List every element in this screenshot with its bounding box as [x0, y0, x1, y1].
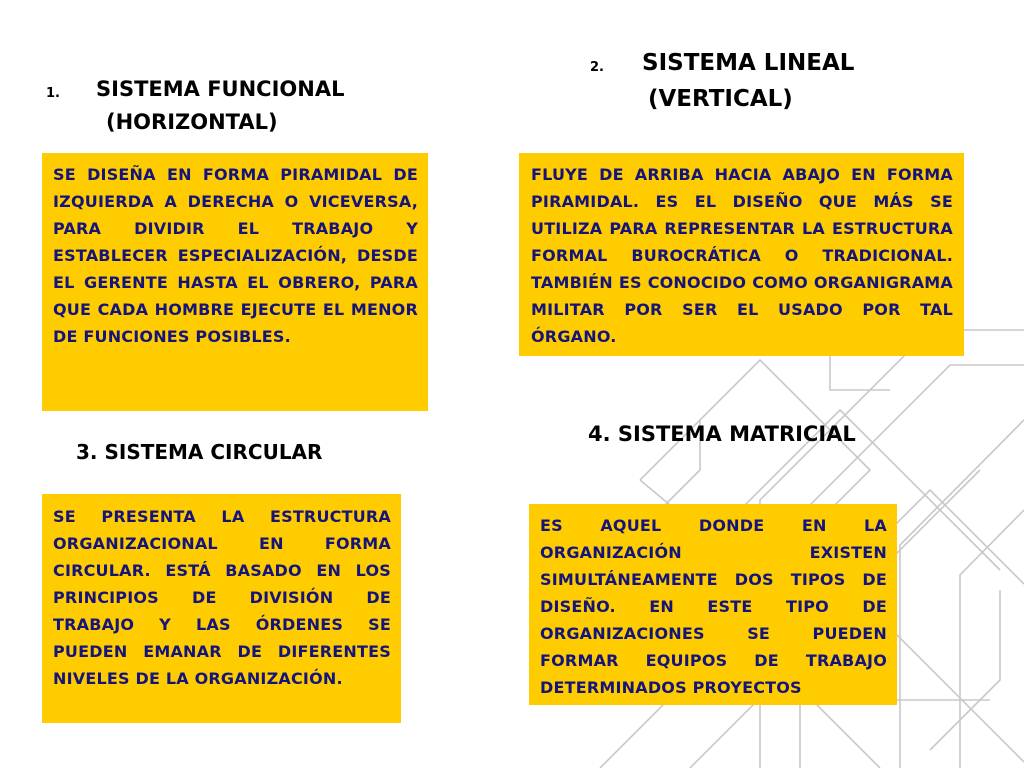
- text-circular-body: SE PRESENTA LA ESTRUCTURA ORGANIZACIONAL EN FORMA CIRCULAR. ESTÁ BASADO EN LOS PRINCIPIOS DE DIVISIÓN DE TRABAJO Y LAS ÓRDENES SE PUEDEN EMANAR DE DIFERENTES NIVELES DE LA ORGANIZACIÓN.: [53, 507, 391, 688]
- section-title-funcional: SISTEMA FUNCIONAL: [96, 77, 345, 101]
- text-box-matricial: [529, 504, 897, 705]
- text-box-funcional: [42, 153, 428, 411]
- text-box-circular: [42, 494, 401, 723]
- section-subtitle-lineal: (VERTICAL): [648, 86, 793, 112]
- section-number-funcional: 1.: [46, 86, 60, 101]
- section-number-lineal: 2.: [590, 60, 604, 75]
- text-lineal-body: FLUYE DE ARRIBA HACIA ABAJO EN FORMA PIRAMIDAL. ES EL DISEÑO QUE MÁS SE UTILIZA PARA REPRESENTAR LA ESTRUCTURA FORMAL BUROCRÁTICA O TRADICIONAL. TAMBIÉN ES CONOCIDO COMO ORGANIGRAMA MILITAR POR SER EL USADO POR TAL ÓRGANO.: [531, 165, 953, 346]
- section-subtitle-funcional: (HORIZONTAL): [106, 110, 278, 134]
- section-title-lineal: SISTEMA LINEAL: [642, 50, 855, 76]
- text-box-lineal: [519, 153, 964, 356]
- text-matricial-body: ES AQUEL DONDE EN LA ORGANIZACIÓN EXISTEN SIMULTÁNEAMENTE DOS TIPOS DE DISEÑO. EN ESTE TIPO DE ORGANIZACIONES SE PUEDEN FORMAR EQUIPOS DE TRABAJO DETERMINADOS PROYECTOS: [540, 516, 887, 697]
- section-title-circular: 3. SISTEMA CIRCULAR: [76, 440, 323, 464]
- section-title-matricial: 4. SISTEMA MATRICIAL: [588, 422, 856, 446]
- text-funcional-body: SE DISEÑA EN FORMA PIRAMIDAL DE IZQUIERDA A DERECHA O VICEVERSA, PARA DIVIDIR EL TRABAJO Y ESTABLECER ESPECIALIZACIÓN, DESDE EL GERENTE HASTA EL OBRERO, PARA QUE CADA HOMBRE EJECUTE EL MENOR DE FUNCIONES POSIBLES.: [53, 165, 418, 346]
